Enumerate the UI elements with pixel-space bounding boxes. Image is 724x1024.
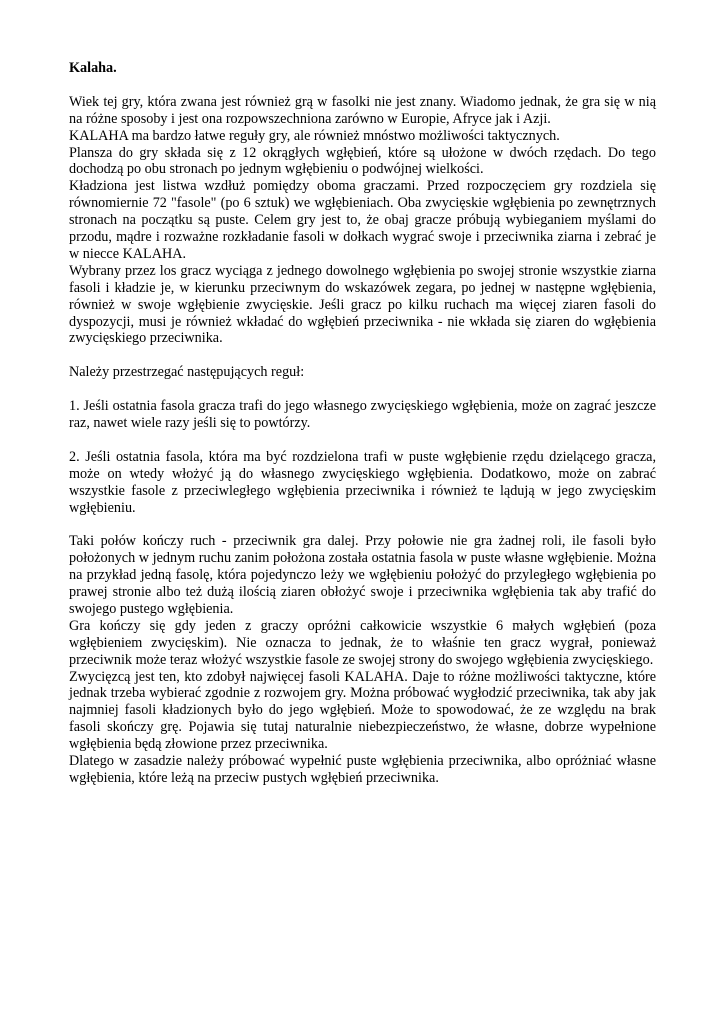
paragraph-board: Plansza do gry składa się z 12 okrągłych wgłębień, które są ułożone w dwóch rzędach. Do tego dochodzą po obu stronach po jednym wgłębieniu o podwójnej wielkości. [69, 144, 656, 178]
paragraph-history: Wiek tej gry, która zwana jest również grą w fasolki nie jest znany. Wiadomo jednak, że gra się w nią na różne sposoby i jest ona rozpowszechniona zarówno w Europie, Afryce jak i Azji. [69, 93, 656, 127]
paragraph-winner: Zwycięzcą jest ten, kto zdobył najwięcej fasoli KALAHA. Daje to różne możliwości taktyczne, które jednak trzeba wybierać zgodnie z rozwojem gry. Można próbować wygłodzić przeciwnika, tak aby jak najmniej fasoli kładzionych było do jego wgłębień. Może to spowodować, że ze względu na brak fasoli skończy grę. Pojawia się tutaj naturalnie niebezpieczeństwo, że własne, dobrze wypełnione wgłębienia będą złowione przez przeciwnika. [69, 668, 656, 753]
paragraph-setup: Kładziona jest listwa wzdłuż pomiędzy oboma graczami. Przed rozpoczęciem gry rozdziela się równomiernie 72 "fasole" (po 6 sztuk) we wgłębieniach. Oba zwycięskie wgłębienia po zewnętrznych stronach na początku są puste. Celem gry jest to, że obaj gracze próbują wybieganiem myślami do przodu, mądre i rozważne rozkładanie fasoli w dołkach wygrać swoje i przeciwnika ziarna i zebrać je w niecce KALAHA. [69, 178, 656, 262]
paragraph-strategy: Dlatego w zasadzie należy próbować wypełnić puste wgłębienia przeciwnika, albo opróżniać własne wgłębienia, które leżą na przeciw pustych wgłębień przeciwnika. [69, 753, 656, 786]
paragraph-rules-intro: KALAHA ma bardzo łatwe reguły gry, ale również mnóstwo możliwości taktycznych. [69, 127, 560, 144]
document-page [69, 60, 656, 787]
paragraph-rule-2: 2. Jeśli ostatnia fasola, która ma być rozdzielona trafi w puste wgłębienie rzędu dzielącego gracza, może on wtedy włożyć ją do własnego zwycięskiego wgłębienia. Dodatkowo, może on zabrać wszystkie fasole z przeciwległego wgłębienia przeciwnika i również te lądują w jego zwycięskim wgłębieniu. [69, 448, 656, 516]
document-title: Kalaha. [69, 60, 117, 76]
paragraph-game-end: Gra kończy się gdy jeden z graczy opróżni całkowicie wszystkie 6 małych wgłębień (poza wgłębieniem zwycięskim). Nie oznacza to jednak, że to właśnie ten gracz wygrał, ponieważ przeciwnik może teraz włożyć wszystkie fasole ze swojej strony do swojego wgłębienia zwycięskiego. [69, 617, 656, 668]
paragraph-capture: Taki połów kończy ruch - przeciwnik gra dalej. Przy połowie nie gra żadnej roli, ile fasoli było położonych w jednym ruchu zanim położona została ostatnia fasola w puste własne wgłębienie. Można na przykład jedną fasolę, która pojedynczo leży we wgłębieniu położyć do przyległego wgłębienia po prawej stronie albo też dużą ilością ziaren obłożyć swoje i przeciwnika wgłębienia tak aby trafić do swojego pustego wgłębienia. [69, 533, 656, 617]
paragraph-rules-heading: Należy przestrzegać następujących reguł: [69, 364, 305, 381]
paragraph-move: Wybrany przez los gracz wyciąga z jednego dowolnego wgłębienia po swojej stronie wszystkie ziarna fasoli i kładzie je, w kierunku przeciwnym do wskazówek zegara, po jednej w następne wgłębienia, również w swoje wgłębienie zwycięskie. Jeśli gracz po kilku ruchach ma więcej ziaren fasoli do dyspozycji, musi je również wkładać do wgłębień przeciwnika - nie wkłada się ziaren do wgłębienia zwycięskiego przeciwnika. [69, 262, 656, 347]
paragraph-rule-1: 1. Jeśli ostatnia fasola gracza trafi do jego własnego zwycięskiego wgłębienia, może on zagrać jeszcze raz, nawet wiele razy jeśli się to powtórzy. [69, 398, 656, 431]
